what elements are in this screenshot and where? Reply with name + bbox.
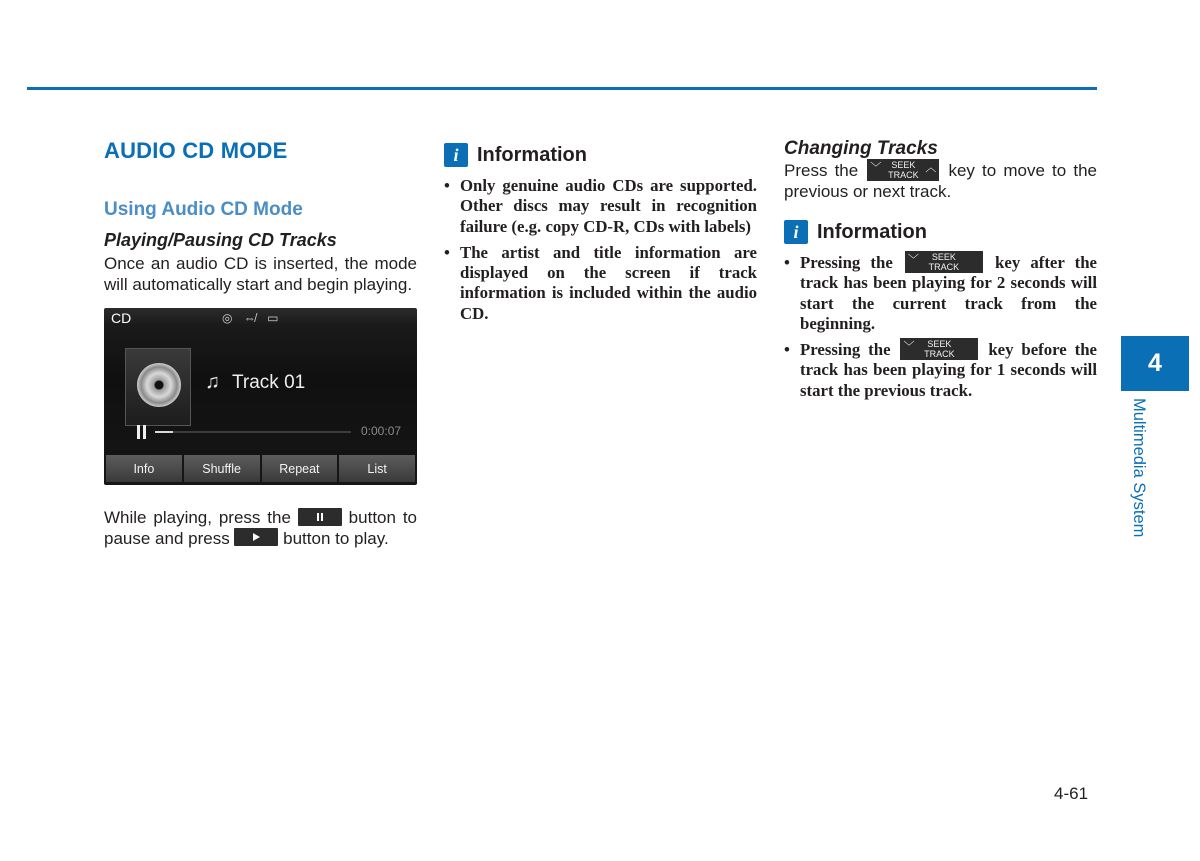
seek-info-bullets <box>784 253 1097 401</box>
cd-player-screenshot <box>104 308 417 485</box>
progress-fill <box>155 431 173 433</box>
bullet1-text-a: Pressing the <box>800 253 903 272</box>
info-button[interactable]: Info <box>106 455 182 482</box>
side-chapter-label <box>1130 398 1150 548</box>
pause-play-paragraph <box>104 508 417 549</box>
seek-track-down-key-icon <box>900 338 978 360</box>
changing-tracks-title: Changing Tracks <box>784 138 938 159</box>
bullet2-text-b: key before the track has been playing for 1 seconds will start the previous track. <box>800 340 1097 400</box>
change-text-b: key to move to the previous or next track. <box>784 161 1097 201</box>
chevron-up-icon: ︿ <box>925 161 937 174</box>
column-changing-tracks <box>784 137 1097 407</box>
track-label: TRACK <box>924 349 955 360</box>
column-audio-cd-mode <box>104 138 417 549</box>
pause-key-icon <box>298 508 342 526</box>
progress-bar[interactable] <box>155 431 351 433</box>
list-item: • The artist and title information are displayed on the screen if track information is included within the audio CD. <box>444 243 757 324</box>
repeat-button[interactable]: Repeat <box>262 455 338 482</box>
subsection-title: Using Audio CD Mode <box>104 199 303 220</box>
album-art <box>125 348 191 426</box>
chapter-tab: 4 <box>1121 336 1189 391</box>
seek-track-down-key-icon <box>905 251 983 273</box>
chevron-down-icon: ﹀ <box>903 341 915 354</box>
status-icons: ◎ ⇎ ▭ <box>222 311 283 325</box>
track-name: Track 01 <box>232 372 306 393</box>
info-heading-2 <box>784 220 1097 244</box>
seek-label: SEEK <box>931 252 956 263</box>
pause-text-b: button to pause and press <box>104 508 418 548</box>
bullet2-text-a: Pressing the <box>800 340 899 360</box>
list-item <box>784 253 1097 334</box>
info-bullets <box>444 176 757 324</box>
bullet1-text-b: key after the track has been playing for 2 seconds will start the current track from the beginning. <box>800 253 1097 333</box>
list-button[interactable]: List <box>339 455 415 482</box>
pause-text-a: While playing, press the <box>104 508 298 527</box>
track-label: TRACK <box>928 262 960 273</box>
elapsed-time: 0:00:07 <box>361 424 402 438</box>
top-rule <box>27 87 1097 90</box>
change-text-a: Press the <box>784 161 866 180</box>
chevron-down-icon: ﹀ <box>870 161 882 174</box>
list-item: • Only genuine audio CDs are supported. Other discs may result in recognition failure (e.g. copy CD-R, CDs with labels) <box>444 176 757 237</box>
info-heading <box>444 143 757 167</box>
info-title: Information <box>817 220 927 243</box>
shuffle-button[interactable]: Shuffle <box>184 455 260 482</box>
column-information <box>444 143 757 330</box>
cd-disc-icon <box>137 363 181 407</box>
pause-text-c: button to play. <box>278 528 389 548</box>
info-icon: i <box>444 143 468 167</box>
changing-tracks-paragraph <box>784 161 1097 202</box>
music-note-icon: ♫ <box>205 371 220 393</box>
chevron-down-icon: ﹀ <box>907 254 919 267</box>
intro-paragraph: Once an audio CD is inserted, the mode will automatically start and begin playing. <box>104 254 417 294</box>
play-key-icon <box>234 528 278 546</box>
side-label-text: Multimedia System <box>1130 398 1148 538</box>
section-title: AUDIO CD MODE <box>104 138 288 163</box>
mode-label: CD <box>111 310 132 326</box>
seek-label: SEEK <box>891 159 916 170</box>
seek-label: SEEK <box>927 339 952 350</box>
info-icon: i <box>784 220 808 244</box>
pause-icon[interactable] <box>137 425 147 439</box>
track-label: TRACK <box>888 169 919 180</box>
screen-status-bar <box>104 308 417 330</box>
screen-button-bar <box>106 455 415 482</box>
page-number: 4-61 <box>1054 784 1089 803</box>
subsubsection-title: Playing/Pausing CD Tracks <box>104 230 337 250</box>
seek-track-key-icon <box>867 159 939 181</box>
list-item <box>784 340 1097 401</box>
info-title: Information <box>477 143 587 166</box>
